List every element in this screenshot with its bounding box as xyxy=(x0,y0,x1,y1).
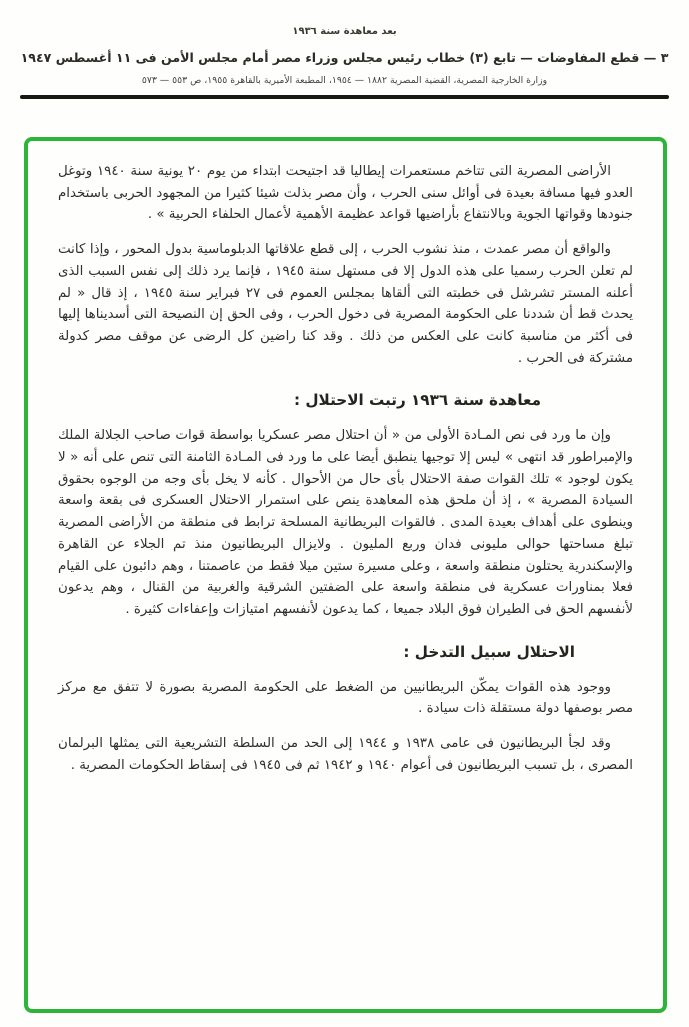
page-header xyxy=(0,0,689,86)
body-paragraph: ووجود هذه القوات يمكّن البريطانيين من الضغط على الحكومة المصرية بصورة لا تتفق مع مركز مصر بوصفها دولة مستقلة ذات سيادة . xyxy=(58,679,633,717)
body-paragraph: وقد لجأ البريطانيون فى عامى ١٩٣٨ و ١٩٤٤ إلى الحد من السلطة التشريعية التى يمثلها البرلمان المصرى ، بل تسبب البريطانيون فى أعوام ١٩٤٠ و ١٩٤٢ ثم فى ١٩٤٥ فى إسقاط الحكومات المصرية . xyxy=(58,736,633,773)
body-paragraph: الأراضى المصرية التى تتاخم مستعمرات إيطاليا قد اجتيحت ابتداء من يوم ٢٠ يونية سنة ١٩٤٠ وتوغل العدو فيها مسافة بعيدة فى أوائل سنى الحرب ، وأن مصر بذلت شيئا كثيرا من المجهود الحربى باستخدام جنودها وقواتها الجوية وبالانتفاع بأراضيها قواعد عظيمة الأهمية لأعمال الحلفاء الحربية » . xyxy=(58,164,633,223)
highlight-frame xyxy=(24,137,667,1013)
section-heading: معاهدة سنة ١٩٣٦ رتبت الاحتلال : xyxy=(294,391,541,410)
source-citation: وزارة الخارجية المصرية، القضية المصرية ١٨٨٢ — ١٩٥٤، المطبعة الأميرية بالقاهرة ١٩٥٥، ص ٥٥٣ — ٥٧٣ xyxy=(141,74,548,86)
body-paragraph: وإن ما ورد فى نص المـادة الأولى من « أن احتلال مصر عسكريا بواسطة قوات صاحب الجلالة الملك والإمبراطور قد انتهى » ليس إلا توجيها ينطبق أيضا على ما ورد فى المـادة الثامنة التى تنص على أنه « لا يكون لوجود » تلك القوات صفة الاحتلال بأى حال من الأحوال . كأنه لا يخل بأى وجه من الوجوه بحقوق السيادة المصرية » ، إذ أن ملحق هذه المعاهدة ينص على استمرار الاحتلال العسكرى فى بقعة واسعة وينطوى على أهداف بعيدة المدى . فالقوات البريطانية المسلحة ترابط فى منطقة من الأراضى المصرية تبلغ مساحتها حوالى مليونى فدان وربع المليون . ولايزال البريطانيون منذ تم الجلاء عن القاهرة والإسكندرية يحتلون منطقة واسعة ، وعلى مسيرة ستين ميلا فقط من عاصمتنا ، وهم دائبون على القيام فعلا بمناورات عسكرية فى منطقة واسعة على الضفتين الشرقية والغربية من القنال ، وهم يدعون لأنفسهم الحق فى الطيران فوق البلاد جميعا ، كما يدعون لأنفسهم امتيازات وإعفاءات كثيرة . xyxy=(58,428,633,617)
body-paragraph: والواقع أن مصر عمدت ، منذ نشوب الحرب ، إلى قطع علاقاتها الدبلوماسية بدول المحور ، وإذا كانت لم تعلن الحرب رسميا على هذه الدول إلا فى مستهل سنة ١٩٤٥ ، فإنما يرد ذلك إلى نفس السبب الذى أعلنه المستر تشرشل فى خطبته التى ألقاها بمجلس العموم فى ٢٧ فبراير سنة ١٩٤٥ ، إذ قال « لم يحدث قط أن شددنا على الحكومة المصرية فى دخول الحرب ، وفى الحق إن النصيحة التى أسديناها إليها فى أكثر من مناسبة كانت على العكس من ذلك . وقد كنا راضين كل الرضى عن موقف مصر كدولة مشتركة فى الحرب . xyxy=(58,242,633,366)
content-blocks xyxy=(58,161,633,776)
divider-rule xyxy=(20,95,669,99)
section-heading: الاحتلال سبيل التدخل : xyxy=(403,642,575,661)
document-title: ٣ — قطع المفاوضات — تابع (٣) خطاب رئيس مجلس وزراء مصر أمام مجلس الأمن فى ١١ أغسطس ١٩٤٧ xyxy=(20,50,669,65)
running-head: بعد معاهدة سنة ١٩٣٦ xyxy=(292,26,397,37)
